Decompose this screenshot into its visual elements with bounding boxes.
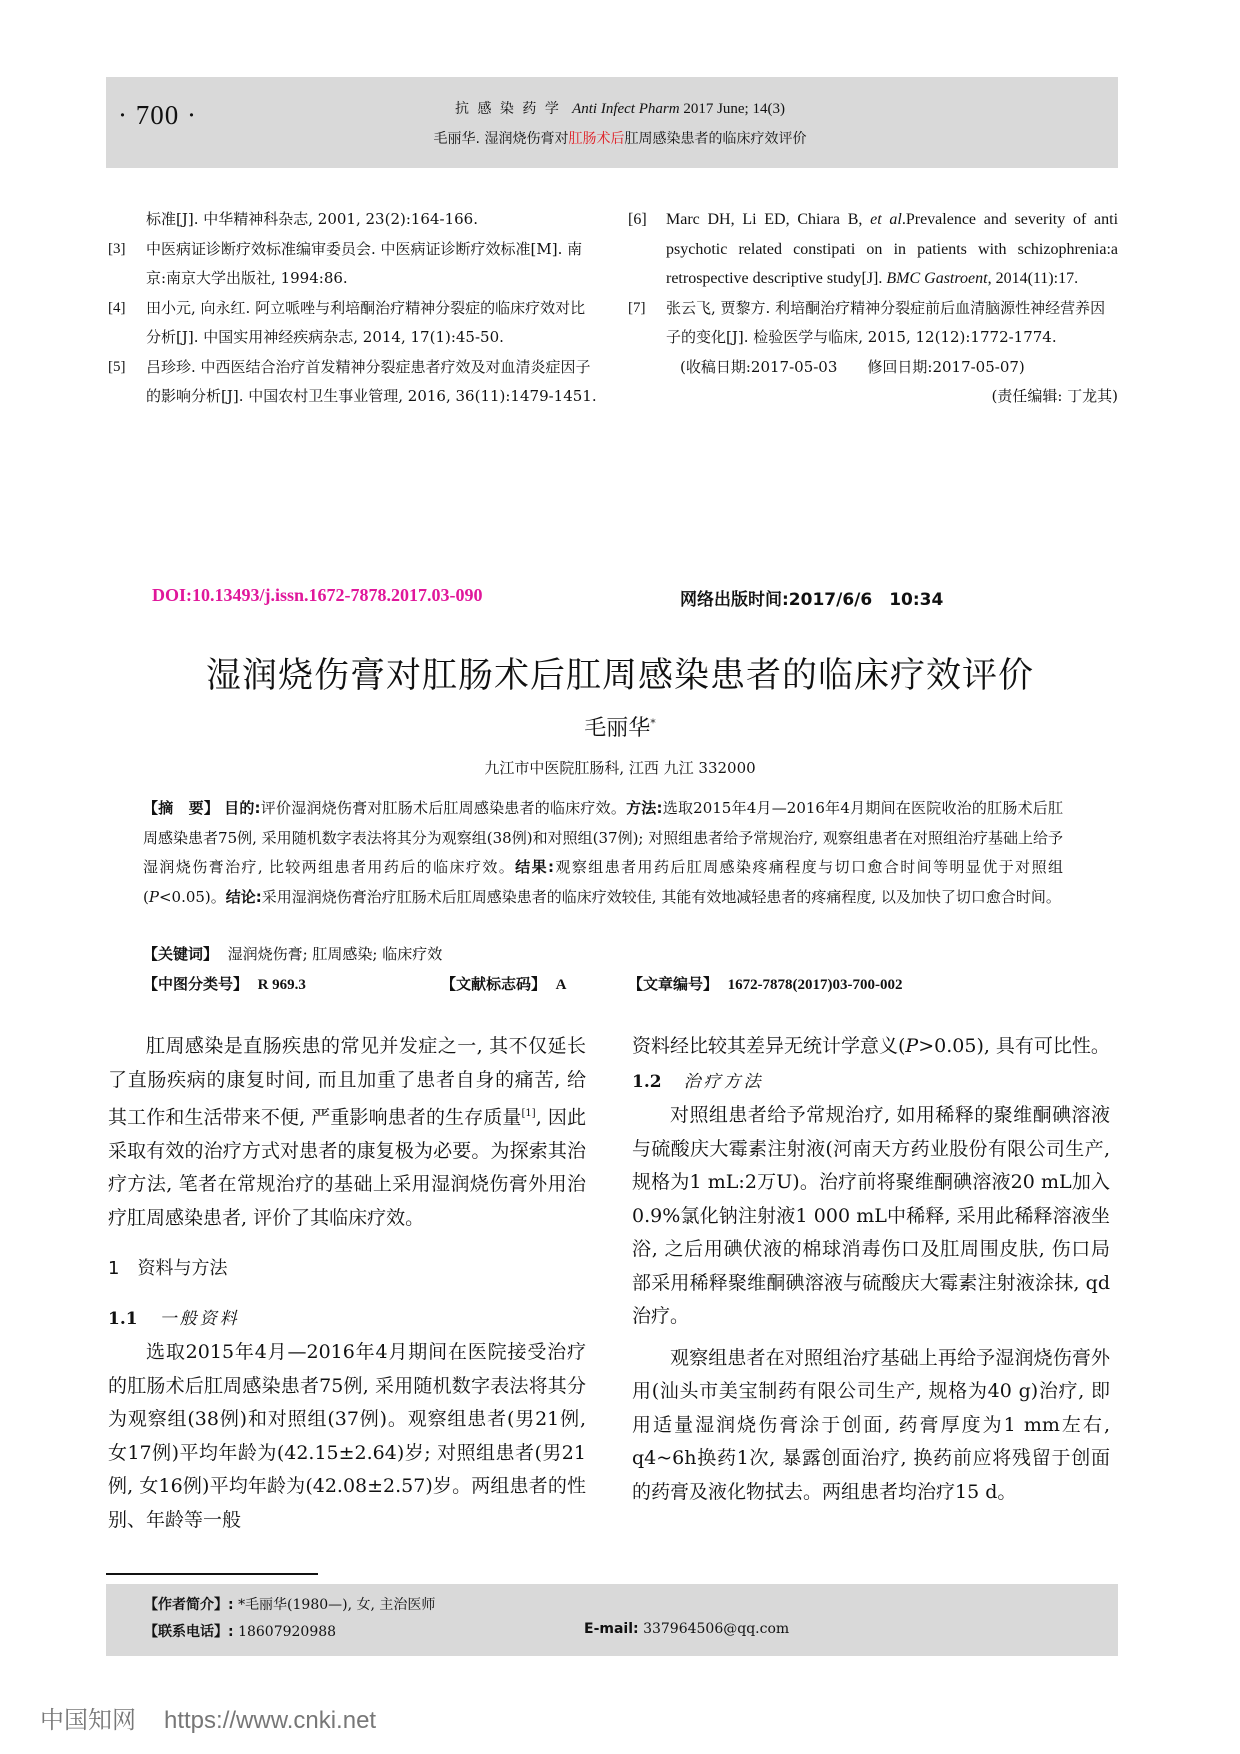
author-mark: *: [650, 716, 656, 730]
reference-text: 吕珍珍. 中西医结合治疗首发精神分裂症患者疗效及对血清炎症因子的影响分析[J]. 中国农村卫生事业管理, 2016, 36(11):1479-1451.: [146, 357, 597, 405]
paragraph-text: P: [905, 1035, 919, 1057]
paragraph: 对照组患者给予常规治疗, 如用稀释的聚维酮碘溶液与硫酸庆大霉素注射液(河南天方药业股份有限公司生产, 规格为1 mL:2万U)。治疗前将聚维酮碘溶液20 mL加入0.9%氯化钠注射液1 000 mL中稀释, 采用此稀释溶液坐浴, 之后用碘伏液的棉球消毒伤口及肛周围皮肤, 伤口局部采用稀释聚维酮碘溶液与硫酸庆大霉素注射液涂抹, qd治疗。: [632, 1104, 1110, 1327]
responsible-editor: (责任编辑: 丁龙其): [991, 387, 1118, 405]
article-title: 湿润烧伤膏对肛肠术后肛周感染患者的临床疗效评价: [205, 656, 1034, 696]
watermark-brand: 中国知网: [40, 1706, 136, 1734]
keywords: [143, 943, 442, 964]
reference-number: [5]: [108, 358, 126, 375]
reference-text: .Prevalence and severity of anti psychotic related constipati on in patients with schizophrenia:a retrospective descriptive study[J].: [666, 211, 1119, 287]
objective-label: 目的:: [224, 799, 261, 817]
result-text: <0.05)。: [158, 887, 226, 906]
conclusion-label: 结论:: [225, 887, 262, 906]
intro-text: 肛周感染是直肠疾患的常见并发症之一, 其不仅延长了直肠疾病的康复时间, 而且加重了患者自身的痛苦, 给其工作和生活带来不便, 严重影响患者的生存质量: [108, 1035, 586, 1129]
doi: DOI:10.13493/j.issn.1672-7878.2017.03-090: [152, 585, 483, 605]
reference-item: [108, 353, 598, 412]
journal-line: [0, 98, 1240, 118]
email-value: 337964506@qq.com: [643, 1621, 790, 1637]
journal-cn: 抗 感 染 药 学: [455, 101, 561, 117]
reference-text: 张云飞, 贾黎方. 利培酮治疗精神分裂症前后血清脑源性神经营养因子的变化[J]. 检验医学与临床, 2015, 12(12):1772-1774.: [666, 298, 1106, 346]
subsection-number: 1.2: [632, 1071, 662, 1092]
document-code-value: A: [555, 977, 567, 993]
page-number: · 700 ·: [118, 100, 197, 130]
cnki-watermark: [40, 1700, 376, 1735]
paragraph: 观察组患者在对照组治疗基础上再给予湿润烧伤膏外用(汕头市美宝制药有限公司生产, 规格为40 g)治疗, 即用适量湿润烧伤膏涂于创面, 药膏厚度为1 mm左右, q4~6h换药1次, 暴露创面治疗, 换药前应将残留于创面的药膏及液化物拭去。两组患者均治疗15 d。: [632, 1346, 1110, 1503]
author-note: [144, 1594, 435, 1614]
reference-number: [7]: [628, 299, 646, 316]
body-left-column: [108, 1030, 586, 1537]
email-label: E-mail:: [584, 1621, 639, 1637]
body-right-column: [632, 1030, 1110, 1509]
subsection-heading: [632, 1066, 1110, 1100]
footer-band: [106, 1584, 1118, 1656]
result-text: 观察组患者用药后肛周感染疼痛程度与切口愈合时间等明显优于对照组(: [143, 858, 1063, 906]
intro-text: , 因此采取有效的治疗方式对患者的康复极为必要。为探索其治疗方法, 笔者在常规治疗的基础上采用湿润烧伤膏外用治疗肛周感染患者, 评价了其临床疗效。: [108, 1106, 586, 1229]
document-code-label: 【文献标志码】: [441, 975, 547, 993]
keywords-label: 【关键词】: [143, 945, 219, 963]
running-title: [0, 128, 1240, 148]
references-left: [108, 205, 598, 412]
result-label: 结果:: [515, 858, 555, 876]
watermark-url: https://www.cnki.net: [164, 1707, 377, 1734]
reference-number: [6]: [628, 211, 647, 228]
reference-text: , 2014(11):17.: [987, 270, 1079, 287]
footnote-rule: [106, 1573, 318, 1575]
paragraph-text: 资料经比较其差异无统计学意义(: [632, 1035, 906, 1057]
objective-text: 评价湿润烧伤膏对肛肠术后肛周感染患者的临床疗效。: [260, 799, 627, 817]
reference-item: [108, 294, 598, 353]
article-number-label: 【文章编号】: [628, 975, 719, 993]
reference-text: 田小元, 向永红. 阿立哌唑与利培酮治疗精神分裂症的临床疗效对比分析[J]. 中国实用神经疾病杂志, 2014, 17(1):45-50.: [146, 298, 586, 346]
document-code: [441, 973, 566, 994]
phone-label: 【联系电话】:: [144, 1624, 234, 1640]
paragraph: 选取2015年4月—2016年4月期间在医院接受治疗的肛肠术后肛周感染患者75例, 采用随机数字表法将其分为观察组(38例)和对照组(37例)。观察组患者(男21例, 女17例)平均年龄为(42.15±2.64)岁; 对照组患者(男21例, 女16例)平均年龄为(42.08±2.57)岁。两组患者的性别、年龄等一般: [108, 1341, 586, 1531]
reference-journal: BMC Gastroent: [886, 270, 988, 287]
abstract: [143, 794, 1063, 912]
journal-en: Anti Infect Pharm: [572, 101, 680, 117]
author: [0, 711, 1240, 742]
affiliation: 九江市中医院肛肠科, 江西 九江 332000: [484, 759, 756, 777]
online-publication-time: 网络出版时间:2017/6/6 10:34: [680, 590, 944, 610]
phone-value: 18607920988: [238, 1624, 337, 1640]
clc-number: [143, 973, 306, 994]
section-heading: 1 资料与方法: [108, 1258, 228, 1280]
keywords-value: 湿润烧伤膏; 肛周感染; 临床疗效: [227, 945, 443, 963]
reference-number: [4]: [108, 299, 126, 316]
running-title-highlight: 肛肠术后: [568, 131, 625, 147]
header-band: [106, 77, 1118, 168]
reference-item: [108, 235, 598, 294]
result-text: P: [148, 887, 159, 906]
method-label: 方法:: [626, 799, 663, 817]
references-right: [628, 205, 1118, 412]
author-note-text: *毛丽华(1980—), 女, 主治医师: [238, 1597, 436, 1613]
article-number: [628, 973, 903, 994]
reference-text: Marc DH, Li ED, Chiara B,: [666, 211, 871, 228]
clc-label: 【中图分类号】: [143, 975, 249, 993]
reference-item: [628, 205, 1118, 294]
subsection-heading: [108, 1303, 586, 1337]
reference-item: [108, 205, 598, 235]
reference-number: [3]: [108, 240, 126, 257]
journal-issue: 2017 June; 14(3): [683, 101, 785, 117]
method-text: 选取2015年4月—2016年4月期间在医院收治的肛肠术后肛周感染患者75例, 采用随机数字表法将其分为观察组(38例)和对照组(37例); 对照组患者给予常规治疗, 观察组患者在对照组治疗基础上给予湿润烧伤膏治疗, 比较两组患者用药后的临床疗效。: [143, 799, 1064, 876]
subsection-title: 治疗方法: [683, 1071, 764, 1092]
clc-value: R 969.3: [257, 977, 306, 993]
author-note-label: 【作者简介】:: [144, 1597, 234, 1613]
received-dates: (收稿日期:2017-05-03 修回日期:2017-05-07): [680, 357, 1025, 376]
reference-text: 中医病证诊断疗效标准编审委员会. 中医病证诊断疗效标准[M]. 南京:南京大学出版社, 1994:86.: [146, 239, 583, 287]
author-name: 毛丽华: [584, 716, 651, 741]
subsection-number: 1.1: [108, 1308, 138, 1329]
abstract-label: 【摘 要】: [143, 799, 220, 817]
conclusion-text: 采用湿润烧伤膏治疗肛肠术后肛周感染患者的临床疗效较佳, 其能有效地减轻患者的疼痛程度, 以及加快了切口愈合时间。: [261, 887, 1061, 906]
running-title-part: 肛周感染患者的临床疗效评价: [624, 131, 807, 147]
subsection-title: 一般资料: [159, 1308, 240, 1329]
reference-text: et al: [870, 211, 902, 228]
citation: [1]: [521, 1108, 536, 1119]
reference-text: 标准[J]. 中华精神科杂志, 2001, 23(2):164-166.: [146, 210, 478, 228]
article-number-value: 1672-7878(2017)03-700-002: [727, 977, 903, 993]
intro-paragraph: [108, 1030, 586, 1235]
paragraph-text: >0.05), 具有可比性。: [918, 1035, 1110, 1057]
contact-phone: [144, 1621, 336, 1641]
reference-item: [628, 294, 1118, 353]
paragraph: [632, 1030, 1110, 1064]
contact-email: [584, 1621, 789, 1637]
running-title-part: 毛丽华. 湿润烧伤膏对: [433, 131, 569, 147]
